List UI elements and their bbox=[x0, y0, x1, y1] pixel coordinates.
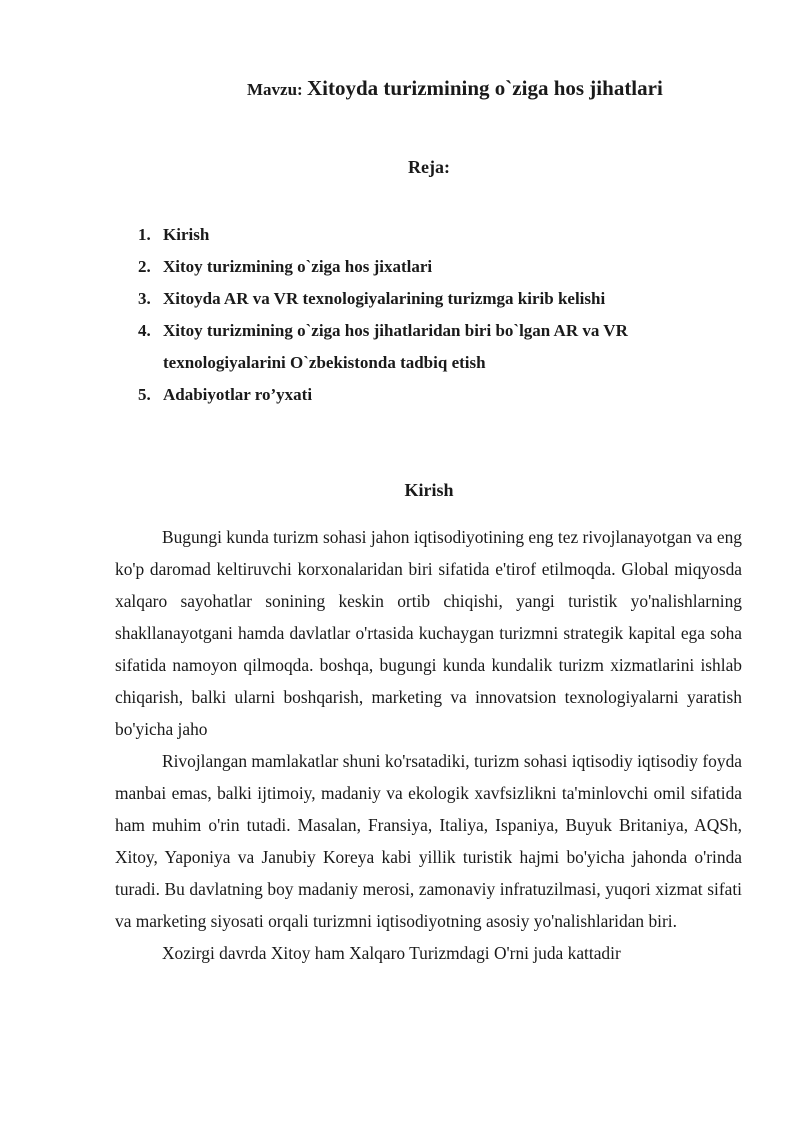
paragraph: Xozirgi davrda Xitoy ham Xalqaro Turizmdagi O'rni juda kattadir bbox=[162, 943, 621, 963]
title-prefix: Mavzu: bbox=[247, 80, 307, 99]
body-text bbox=[115, 521, 742, 969]
plan-item-number: 4. bbox=[138, 321, 151, 340]
plan-item-number: 1. bbox=[138, 225, 151, 244]
plan-item-number: 2. bbox=[138, 257, 151, 276]
plan-heading: Reja: bbox=[408, 157, 450, 177]
plan-item-number: 5. bbox=[138, 385, 151, 404]
plan-item bbox=[138, 315, 698, 379]
paragraph: Bugungi kunda turizm sohasi jahon iqtisodiyotining eng tez rivojlanayotgan va eng ko'p daromad keltiruvchi korxonalaridan biri sifatida e'tirof etilmoqda. Global miqyosda xalqaro sayohatlar sonining keskin ortib chiqishi, yangi turistik yo'nalishlarning shakllanayotgani hamda davlatlar o'rtasida kuchaygan turizmni strategik kapital ega soha sifatida namoyon qilmoqda. boshqa, bugungi kunda kundalik turizm xizmatlarini ishlab chiqarish, balki ularni boshqarish, marketing va innovatsion texnologiyalarni yaratish bo'yicha jaho bbox=[115, 527, 742, 739]
plan-item-text: Xitoy turizmining o`ziga hos jihatlaridan biri bo`lgan AR va VR texnologiyalarini O`zbekistonda tadbiq etish bbox=[163, 321, 628, 372]
plan-item-text: Xitoy turizmining o`ziga hos jixatlari bbox=[163, 257, 433, 276]
plan-item-text: Xitoyda AR va VR texnologiyalarining turizmga kirib kelishi bbox=[163, 289, 606, 308]
plan-item bbox=[138, 219, 698, 251]
plan-item bbox=[138, 251, 698, 283]
section-heading: Kirish bbox=[404, 480, 454, 500]
plan-item-number: 3. bbox=[138, 289, 151, 308]
plan-list bbox=[138, 219, 698, 411]
plan-item bbox=[138, 379, 698, 411]
plan-item-text: Kirish bbox=[163, 225, 210, 244]
plan-item-text: Adabiyotlar ro’yxati bbox=[163, 385, 313, 404]
paragraph: Rivojlangan mamlakatlar shuni ko'rsatadiki, turizm sohasi iqtisodiy iqtisodiy foyda manbai emas, balki ijtimoiy, madaniy va ekologik xavfsizlikni ta'minlovchi omil sifatida ham muhim o'rin tutadi. Masalan, Fransiya, Italiya, Ispaniya, Buyuk Britaniya, AQSh, Xitoy, Yaponiya va Janubiy Koreya kabi yillik turistik hajmi bo'yicha jahonda o'rinda turadi. Bu davlatning boy madaniy merosi, zamonaviy infratuzilmasi, yuqori xizmat sifati va marketing siyosati orqali turizmni iqtisodiyotning asosiy yo'nalishlaridan biri. bbox=[115, 751, 742, 931]
title-text: Xitoyda turizmining o`ziga hos jihatlari bbox=[306, 76, 663, 100]
document-title bbox=[247, 76, 663, 101]
plan-item bbox=[138, 283, 698, 315]
